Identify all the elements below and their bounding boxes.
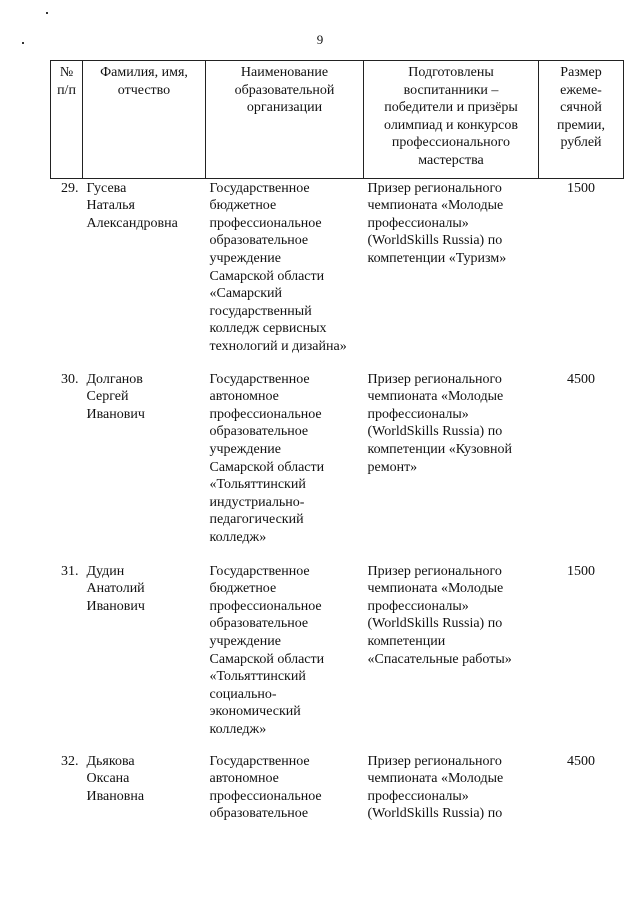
row-number: 32.	[61, 753, 79, 769]
table-row	[51, 563, 624, 753]
row-full-name: Дудин Анатолий Иванович	[86, 563, 145, 614]
row-amount: 1500	[567, 563, 595, 579]
row-full-name: Долганов Сергей Иванович	[86, 371, 145, 422]
row-achievement: Призер регионального чемпионата «Молодые профессионалы» (WorldSkills Russia) по	[367, 753, 504, 822]
table-row	[51, 178, 624, 371]
row-number: 31.	[61, 563, 79, 579]
header-number: № п/п	[51, 61, 83, 179]
row-full-name: Дьякова Оксана Ивановна	[86, 753, 145, 804]
header-bonus-amount: Размер ежеме- сячной премии, рублей	[539, 61, 624, 179]
table-header-row	[51, 61, 624, 179]
row-number: 29.	[61, 180, 79, 196]
row-number: 30.	[61, 371, 79, 387]
scan-speck	[46, 12, 48, 14]
row-organization: Государственное автономное профессиональное образовательное	[209, 753, 322, 822]
row-amount: 1500	[567, 180, 595, 196]
row-organization: Государственное автономное профессиональное образовательное учреждение Самарской области «Тольяттинский индустриально- педагогический колледж»	[209, 371, 325, 545]
row-achievement: Призер регионального чемпионата «Молодые профессионалы» (WorldSkills Russia) по компетенции «Спасательные работы»	[367, 563, 512, 667]
header-organization: Наименование образовательной организации	[206, 61, 364, 179]
table-row	[51, 753, 624, 833]
page-number: 9	[316, 32, 324, 47]
row-amount: 4500	[567, 753, 595, 769]
row-achievement: Призер регионального чемпионата «Молодые профессионалы» (WorldSkills Russia) по компетенции «Кузовной ремонт»	[367, 371, 513, 475]
row-organization: Государственное бюджетное профессиональное образовательное учреждение Самарской области «Тольяттинский социально- экономический колледж»	[209, 563, 325, 737]
header-full-name: Фамилия, имя, отчество	[83, 61, 206, 179]
row-amount: 4500	[567, 371, 595, 387]
row-full-name: Гусева Наталья Александровна	[86, 180, 178, 231]
awards-table	[50, 60, 624, 833]
table-row	[51, 371, 624, 563]
row-achievement: Призер регионального чемпионата «Молодые профессионалы» (WorldSkills Russia) по компетенции «Туризм»	[367, 180, 507, 266]
row-organization: Государственное бюджетное профессиональное образовательное учреждение Самарской области «Самарский государственный колледж сервисных технологий и дизайна»	[209, 180, 347, 354]
header-achievements: Подготовлены воспитанники – победители и призёры олимпиад и конкурсов профессионального мастерства	[364, 61, 539, 179]
